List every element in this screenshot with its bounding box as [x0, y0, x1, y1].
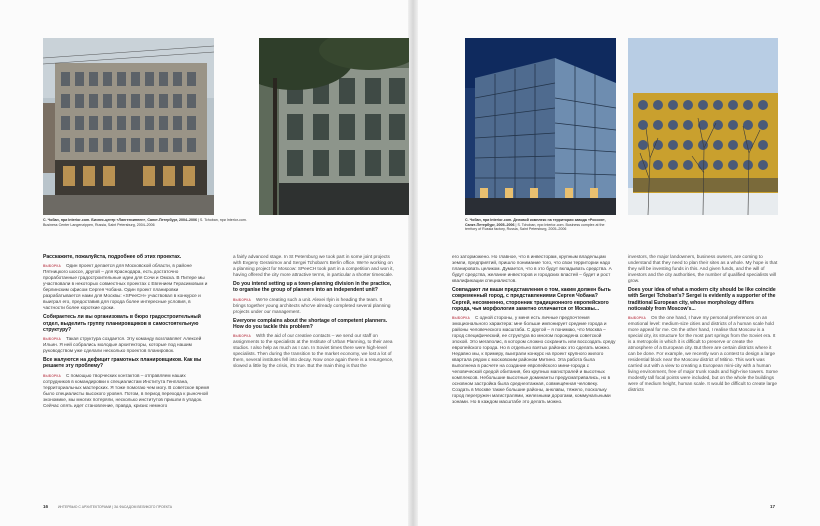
paragraph-text: С одной стороны, у меня есть личные предпочтения эмоционального характера: мне больше импонирует средние города и районы человеческого масштаба. С другой – я понимаю, что Москва – город специфический, ее структура во многом порождена советской эпохой. Это мегаполис, в котором сложно сохранить или воссоздать среду европейского города. Но в отдельно взятых районах это сделать можно. Недавно мы, к примеру, выиграли конкурс на проект крупного жилого квартала рядом с московским районом Митино. Эта работа была выполнена в расчете на создание европейского мини-города с человеческой средой обитания, без крупных магистралей и высотных комплексов. Небольшие высотные доминанты предусматривались, но в основном застройка была среднеэтажная, совмещённая человеку. Создать в Москве также большие районы, анклавы, тяжело, поскольку город перегружен магистралями, железными дорогами, коммунальными зонами. Но в каждом масштабе это делать можно.: [452, 315, 616, 405]
answer-paragraph: [452, 315, 616, 405]
answer-paragraph: [233, 297, 396, 315]
paragraph-text: Такая структура создается. Эту команду возглавляет Алексей Ильин. Я ней собрались молодые архитекторы, которые под нашим руководством уже сделали несколько проектов планировок.: [43, 336, 202, 354]
answer-paragraph: [233, 254, 396, 278]
left-photo-caption: [43, 218, 248, 227]
paragraph-text: Один проект делается для Московской области, в районе Пятницкого шоссе, другой – для Краснодара, есть достаточно проработанные градостроительные идеи для Сочи и Омска. В Питере мы участвовали в некоторых совместных проектах с Евгением Герасимовым и берлинским офисом Сергея Чобана. Один проект планировки разрабатывается нами для Москвы: «SPeeCH» участвовал в конкурсе и выиграл его, предоставив для города более интересные условия, в частности более короткие сроки.: [43, 263, 208, 311]
speaker-tag: ВЫБОРКА: [43, 264, 61, 269]
question: Собираетесь ли вы организовать в бюро градостроительный отдел, выделить группу планировщиков в самостоятельную структуру?: [43, 314, 201, 333]
answer-paragraph: [452, 254, 616, 284]
speaker-tag: ВЫБОРКА: [233, 334, 251, 339]
right-photo-caption: [465, 218, 617, 232]
paragraph-text: С помощью творческих контактов – отправляем наших сотрудников в командировки к специалистам Института Генплана, территориальных мастерских. Я тоже помогаю чем могу. В советское время было специалисты высокого уровня. Потом, в период перехода к рыночной экономике, мы многих потеряли, несколько институтов пришли в упадок. Сейчас опять идет становление, правда, кризис немного: [43, 372, 210, 408]
photo-business-center: [43, 38, 214, 215]
question: Does your idea of what a modern city should be like coincide with Sergei Tchoban's? Sergei is evidently a supporter of the traditional European city, whose morphology differs noticeably from Moscow's...: [628, 287, 776, 312]
left-column-russian: [43, 254, 213, 412]
speaker-tag: ВЫБОРКА: [43, 373, 61, 378]
page-number-right: 17: [770, 504, 776, 509]
left-column-english: [233, 254, 396, 372]
page-footer-left: ИНТЕРВЬЮ С АРХИТЕКТОРАМИ | ЗА ФАСАДОМ ВЕЛИКОГО ПРОЕКТА: [58, 505, 173, 509]
paragraph-text: With the aid of our creative contacts – we send our staff on assignments to the specialists at the Institute of Urban Planning, to their area studios. I also help as much as I can. In Soviet times there were high-level specialists. Then during the transition to the market economy, we lost a lot of them, several institutes fell into decay. Now once again there is a resurgence, slowed a little by the crisis, it's true. But the main thing is that the: [233, 333, 394, 369]
paragraph-text: investors, the major landowners, business owners, are coming to understand that they need to plan their sites as a whole. My hope is that they will be investing funds in this. And given funds, and the will of investors and the city authorities, the number of qualified specialists will grow.: [628, 254, 778, 283]
question: Do you intend setting up a town-planning division in the practice, to organise the group of planners into an independent unit?: [233, 281, 392, 294]
page-gutter: [408, 0, 418, 526]
left-caption-bold: С. Чобан, при Interior-com. Бизнес-центр «Лангензиппен», Санкт-Петербург, 2004–2006: [43, 218, 197, 222]
paragraph-text: On the one hand, I have my personal preferences on an emotional level: medium-size cities and districts of a human scale hold more appeal for me. On the other hand, I realise that Moscow is a special city, its structure for the most part springs from the Soviet era. It is a metropolis in which it is difficult to preserve or create the atmosphere of a European city. But there are certain districts where it can be done. For example, we recently won a contest to design a large residential block near the Moscow district of Mitino. This work was carried out with a view to creating a European mini-city with a human living environment, free of major trunk roads and high-rise towers. Some modestly tall focal points were included, but on the whole the buildings were of medium height, human scale. It would be difficult to create large districts: [628, 315, 778, 393]
right-column-russian: [452, 254, 616, 408]
photo-yellow-facade: [628, 38, 778, 215]
photo-facade-tree: [259, 38, 409, 215]
question: Все жалуются на дефицит грамотных планировщиков. Как вы решаете эту проблему?: [43, 357, 202, 370]
speaker-tag: ВЫБОРКА: [233, 297, 251, 302]
answer-paragraph: [43, 263, 213, 311]
answer-paragraph: [628, 315, 778, 393]
page-number-left: 16: [43, 504, 49, 509]
speaker-tag: ВЫБОРКА: [43, 337, 61, 342]
right-column-english: [628, 254, 778, 396]
paragraph-text: его заторможено. Но главное, что в инвесторам, крупным владельцам земли, предприятий, пришло понимание того, что свои территории надо планировать целиком. Думается, что в это будут вкладывать средства. А будут средства, желание инвесторов и городских властей – будет и рост квалификации специалистов.: [452, 254, 612, 283]
paragraph-text: We're creating such a unit. Alexei Ilyin is heading the team. It brings together young architects who've already completed several planning projects under our management.: [233, 296, 391, 314]
speaker-tag: ВЫБОРКА: [452, 316, 470, 321]
question: Совпадают ли ваши представления о том, каким должен быть современный город, с представлениями Сергея Чобана? Сергей, несомненно, сторонник традиционного европейского города, чья морфология заметно отличается от Москвы...: [452, 287, 611, 312]
speaker-tag: ВЫБОРКА: [628, 316, 646, 321]
answer-paragraph: [43, 336, 213, 354]
answer-paragraph: [628, 254, 778, 284]
question: Расскажите, пожалуйста, подробнее об этих проектах.: [43, 254, 182, 260]
paragraph-text: a fairly advanced stage. In St Petersburg we took part in some joint projects with Evgeny Gerasimov and Sergei Tchoban's Berlin office. We're working on a planning project for Moscow: SPeeCH took part in a competition and won it, having offered the city more attractive terms, in particular a shorter timescale.: [233, 254, 394, 277]
answer-paragraph: [43, 373, 213, 409]
photo-business-complex: [465, 38, 616, 215]
question: Everyone complains about the shortage of competent planners. How do you tackle this problem?: [233, 317, 388, 330]
right-caption-bold: С. Чобан, при Interior-com. Деловой комплекс на территории завода «Россия», Санкт-Петербург, 2005–2006: [465, 218, 606, 227]
answer-paragraph: [233, 333, 396, 369]
right-caption-rest: | S. Tchoban, при Interior-com. Business complex at the territory of Russia factory, Russia, Saint Petersburg, 2005–2006: [465, 222, 605, 232]
left-caption-rest: | S. Tchoban, при Interior-com. Business Center Langenzippen, Russia, Saint Petersburg, 2004–2006: [43, 218, 247, 227]
